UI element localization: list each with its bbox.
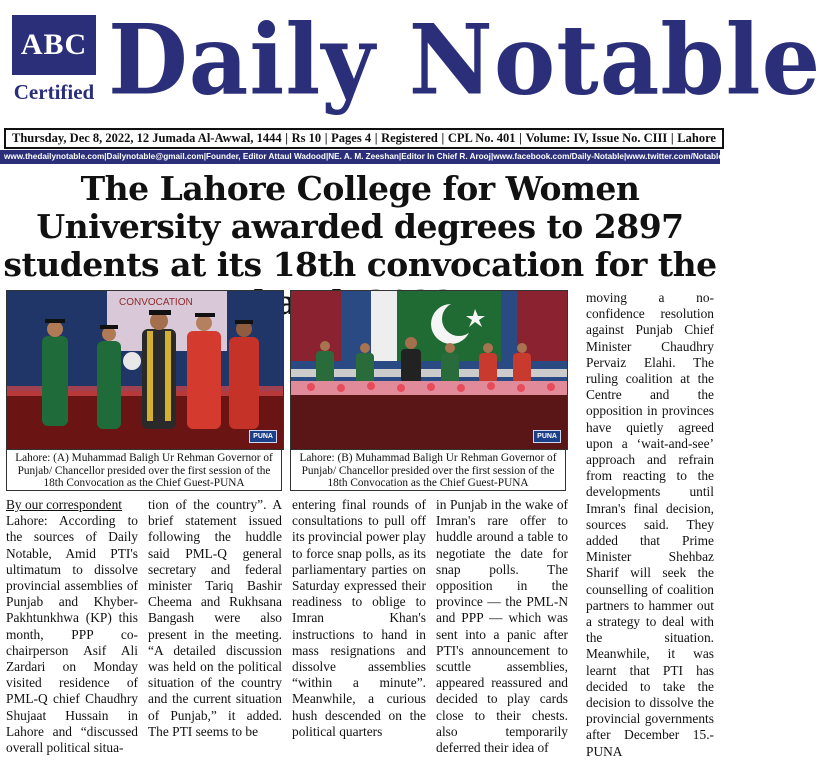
masthead bbox=[0, 0, 821, 126]
issue-volume: Volume: IV, Issue No. CIII bbox=[525, 131, 668, 145]
article-column-4 bbox=[436, 497, 568, 756]
main-headline: The Lahore College for Women University awarded degrees to 2897 students at its 18th convocation for the bbox=[3, 169, 717, 284]
issue-registered: Registered bbox=[381, 131, 438, 145]
contact-bar: www.thedailynotable.com | Dailynotable@gmail.com | Founder, Editor Attaul Wadood | NE. A. M. Zeeshan | Editor In Chief R. Arooj | www.facebook.com/Daily-Notable | www.twitter.com/NotableDaily bbox=[0, 150, 720, 164]
puna-watermark: PUNA bbox=[533, 430, 561, 443]
facebook-link[interactable]: www.facebook.com/Daily-Notable bbox=[493, 152, 624, 161]
column-3-text: entering final rounds of consultations to pull off its provincial power play to force snap polls, as its parliamentary parties on Saturday expressed their readiness to oblige to Imran Khan's instructions to hand in mass resignations and dissolve assemblies “within a minute”. Meanwhile, a curious hush descended on the political quarters bbox=[292, 497, 426, 739]
article-column-3 bbox=[292, 497, 426, 740]
column-5-text: moving a no-confidence resolution against Punjab Chief Minister Chaudhry Pervaiz Elahi. The ruling coalition at the Centre and the opposition in provinces have quietly agreed upon a ‘wait-and-see’ approach and refrain from reacting to the developments until Imran's final decision, sources said. They added that Prime Minister Shehbaz Sharif will seek the counselling of coalition partners to hammer out a strategy to deal with the situation. Meanwhile, it was learnt that PTI has decided to take the decision to dissolve the provincial governments after December 15.-PUNA bbox=[586, 290, 714, 759]
email-link[interactable]: Dailynotable@gmail.com bbox=[106, 152, 204, 161]
editor-credit: Editor In Chief R. Arooj bbox=[401, 152, 491, 161]
issue-info-bar: Thursday, Dec 8, 2022, 12 Jumada Al-Awwal, 1444 | Rs 10 | Pages 4 | Registered | CPL No. 401 | Volume: IV, Issue No. CIII | Lahore bbox=[4, 128, 724, 149]
column-1-text: Lahore: According to the sources of Daily Notable, Amid PTI's ultimatum to dissolve provincial assemblies of Punjab and Khyber-Pakhtunkhwa (KP) this month, PPP co-chairperson Asif Ali Zardari on Monday visited residence of PML-Q chief Chaudhry Shujaat Hussain in Lahore and “discussed overall political situa- bbox=[6, 513, 138, 756]
twitter-link[interactable]: www.twitter.com/NotableDaily bbox=[626, 152, 743, 161]
article-column-5 bbox=[586, 290, 714, 760]
issue-pages: Pages 4 bbox=[331, 131, 372, 145]
abc-certified-label: Certified bbox=[13, 80, 95, 104]
convocation-photo-b bbox=[290, 290, 568, 450]
byline: By our correspondent bbox=[6, 497, 123, 512]
issue-cpl: CPL No. 401 bbox=[447, 131, 516, 145]
puna-watermark: PUNA bbox=[249, 430, 277, 443]
article-column-2 bbox=[148, 497, 282, 740]
founder-credit: Founder, Editor Attaul Wadood bbox=[206, 152, 326, 161]
convocation-stage-a-illustration bbox=[7, 291, 283, 449]
abc-badge: ABC bbox=[12, 15, 96, 75]
newspaper-title: Daily Notable bbox=[108, 3, 821, 117]
ne-credit: NE. A. M. Zeeshan bbox=[328, 152, 399, 161]
website-link[interactable]: www.thedailynotable.com bbox=[4, 152, 105, 161]
column-4-text: in Punjab in the wake of Imran's rare offer to huddle around a table to negotiate the date for snap polls. The opposition in the province — the PML-N and PPP — which was sent into a panic after PTI's announcement to scuttle assemblies, appeared reassured and decided to play cards close to their chests. also temporarily deferred their idea of bbox=[436, 497, 568, 756]
issue-date: Thursday, Dec 8, 2022, 12 Jumada Al-Awwal, 1444 bbox=[12, 131, 282, 145]
photo-caption-a: Lahore: (A) Muhammad Baligh Ur Rehman Governor of Punjab/ Chancellor presided over the first session of the 18th Convocation as the Chief Guest-PUNA bbox=[6, 449, 282, 491]
convocation-photo-a bbox=[6, 290, 284, 450]
convocation-banner-text: CONVOCATION bbox=[119, 297, 193, 308]
photo-caption-b: Lahore: (B) Muhammad Baligh Ur Rehman Governor of Punjab/ Chancellor presided over the first session of the 18th Convocation as the Chief Guest-PUNA bbox=[290, 449, 566, 491]
issue-price: Rs 10 bbox=[291, 131, 322, 145]
convocation-stage-b-illustration bbox=[291, 291, 567, 449]
issue-city: Lahore bbox=[677, 131, 716, 145]
column-2-text: tion of the country”. A brief statement issued following the huddle said PML-Q general secretary and federal minister Tariq Bashir Cheema and Rukhsana Bangash were also present in the meeting. “A detailed discussion was held on the political situation of the country and the current situation of Punjab,” it added. The PTI seems to be bbox=[148, 497, 282, 739]
article-column-1 bbox=[6, 497, 138, 756]
